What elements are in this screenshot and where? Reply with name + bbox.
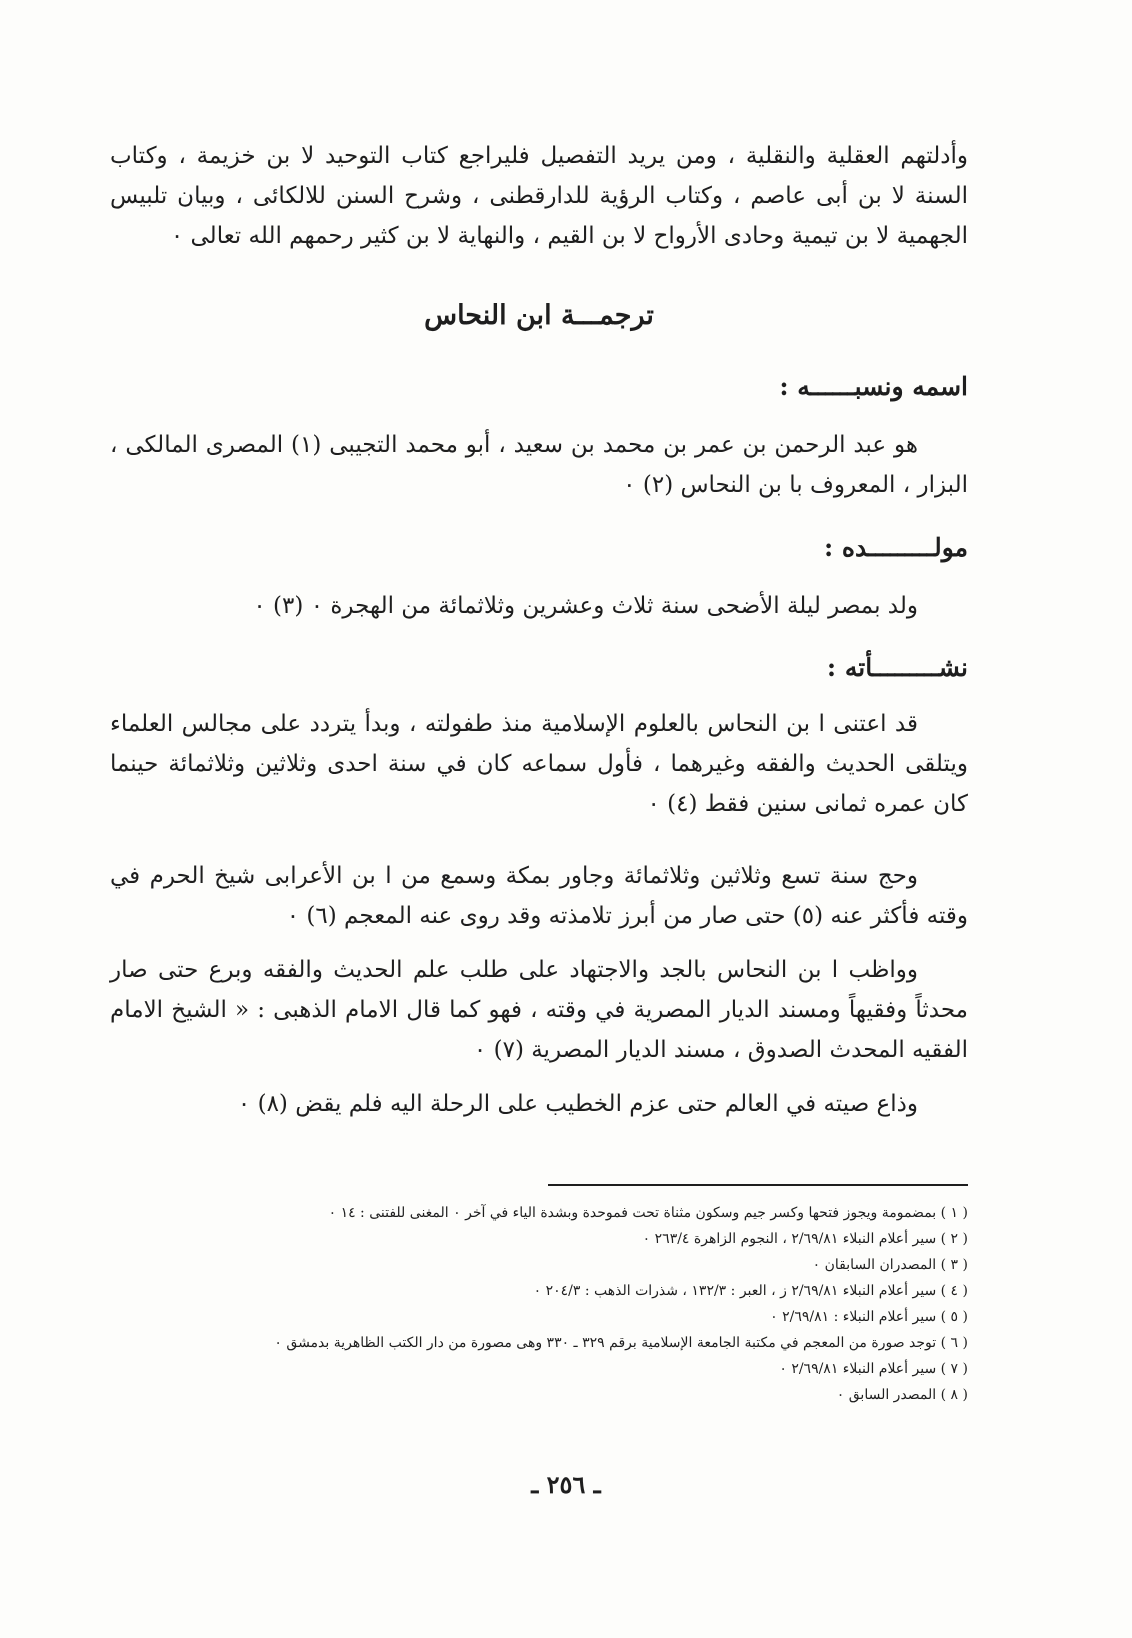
- footnote-item: ( ٤ ) سير أعلام النبلاء ٢/٦٩/٨١ ز ، العبر : ١٣٢/٣ ، شذرات الذهب : ٢٠٤/٣ ٠: [533, 1283, 968, 1299]
- footnotes-list: [208, 1200, 968, 1408]
- footnote-item: ( ٧ ) سير أعلام النبلاء ٢/٦٩/٨١ ٠: [779, 1361, 968, 1377]
- paragraph-birth: ولد بمصر ليلة الأضحى سنة ثلاث وعشرين وثلاثمائة من الهجرة ٠ (٣) ٠: [253, 593, 918, 619]
- section-heading-name: اسمه ونسبــــــه :: [779, 372, 968, 401]
- page-number: ـ ٢٥٦ ـ: [531, 1470, 601, 1499]
- footnote-item: ( ٢ ) سير أعلام النبلاء ٢/٦٩/٨١ ، النجوم الزاهرة ٢٦٣/٤ ٠: [642, 1231, 968, 1247]
- footnote-item: ( ٣ ) المصدران السابقان ٠: [812, 1257, 968, 1273]
- paragraph-name-lineage: هو عبد الرحمن بن عمر بن محمد بن سعيد ، أبو محمد التجيبى (١) المصرى المالكى ، البزار ، المعروف با بن النحاس (٢) ٠: [110, 432, 968, 498]
- footnote-item: ( ٨ ) المصدر السابق ٠: [836, 1387, 968, 1403]
- footnote-item: ( ٥ ) سير أعلام النبلاء : ٢/٦٩/٨١ ٠: [770, 1309, 968, 1325]
- paragraph-upbringing-3: وواظب ا بن النحاس بالجد والاجتهاد على طلب علم الحديث والفقه وبرع حتى صار محدثاً وفقيهاً ومسند الديار المصرية في وقته ، فهو كما قال الامام الذهبى : « الشيخ الامام الفقيه المحدث الصدوق ، مسند الديار المصرية (٧) ٠: [110, 957, 968, 1063]
- footnote-item: ( ٦ ) توجد صورة من المعجم في مكتبة الجامعة الإسلامية برقم ٣٢٩ ـ ٣٣٠ وهى مصورة من دار الكتب الظاهرية بدمشق ٠: [274, 1335, 968, 1351]
- intro-paragraph: وأدلتهم العقلية والنقلية ، ومن يريد التفصيل فليراجع كتاب التوحيد لا بن خزيمة ، وكتاب السنة لا بن أبى عاصم ، وكتاب الرؤية للدارقطنى ، وشرح السنن للالكائى ، وبيان تلبيس الجهمية لا بن تيمية وحادى الأرواح لا بن القيم ، والنهاية لا بن كثير رحمهم الله تعالى ٠: [110, 143, 968, 249]
- footnote-divider: [548, 1184, 968, 1186]
- footnote-item: ( ١ ) بمضمومة ويجوز فتحها وكسر جيم وسكون مثناة تحت فموحدة وبشدة الياء في آخر ٠ المغنى للفتنى : ١٤ ٠: [328, 1205, 968, 1221]
- section-heading-upbringing: نشـــــــــأته :: [826, 653, 968, 682]
- paragraph-upbringing-4: وذاع صيته في العالم حتى عزم الخطيب على الرحلة اليه فلم يقض (٨) ٠: [237, 1091, 918, 1117]
- page-title: ترجمـــة ابن النحاس: [424, 300, 654, 331]
- paragraph-upbringing-2: وحج سنة تسع وثلاثين وثلاثمائة وجاور بمكة وسمع من ا بن الأعرابى شيخ الحرم في وقته فأكثر عنه (٥) حتى صار من أبرز تلامذته وقد روى عنه المعجم (٦) ٠: [110, 863, 968, 929]
- section-heading-birth: مولـــــــــده :: [824, 533, 968, 562]
- paragraph-upbringing-1: قد اعتنى ا بن النحاس بالعلوم الإسلامية منذ طفولته ، وبدأ يتردد على مجالس العلماء ويتلقى الحديث والفقه وغيرهما ، فأول سماعه كان في سنة احدى وثلاثين وثلاثمائة حينما كان عمره ثمانى سنين فقط (٤) ٠: [110, 711, 968, 817]
